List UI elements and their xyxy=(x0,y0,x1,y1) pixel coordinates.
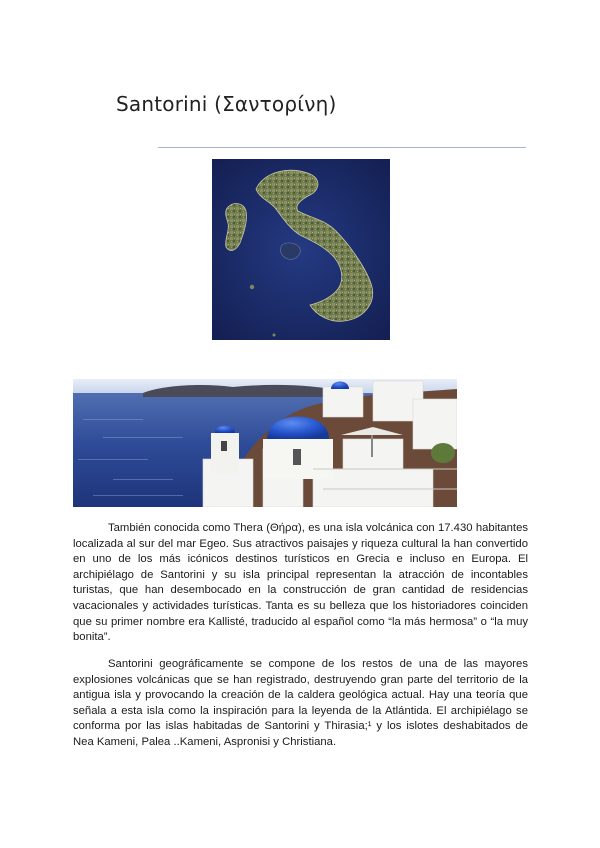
title-divider xyxy=(158,147,526,148)
page-title: Santorini (Σαντορίνη) xyxy=(116,92,337,116)
oia-photo xyxy=(73,379,457,507)
body-paragraph-1: También conocida como Thera (Θήρα), es una isla volcánica con 17.430 habitantes localizada al sur del mar Egeo. Sus atractivos paisajes y riqueza cultural la han convertido en uno de los más icónicos destinos turísticos en Grecia e incluso en Europa. El archipiélago de Santorini y su isla principal representan la atracción de incontables turistas, que han desembocado en la construcción de gran cantidad de residencias vacacionales y actividades turísticas. Tanta es su belleza que los historiadores coinciden que su primer nombre era Kallisté, traducido al español como “la más hermosa” o “la muy bonita”. xyxy=(73,522,528,644)
satellite-image xyxy=(212,159,390,340)
body-paragraph-2: Santorini geográficamente se compone de los restos de una de las mayores explosiones volcánicas que se han registrado, destruyendo gran parte del territorio de la antigua isla y provocando la creación de la caldera geológica actual. Hay una teoría que señala a esta isla como la inspiración para la leyenda de la Atlántida. El archipiélago se conforma por las islas habitadas de Santorini y Thirasia;¹ y los islotes deshabitados de Nea Kameni, Palea ..Kameni, Aspronisi y Christiana. xyxy=(73,658,528,748)
